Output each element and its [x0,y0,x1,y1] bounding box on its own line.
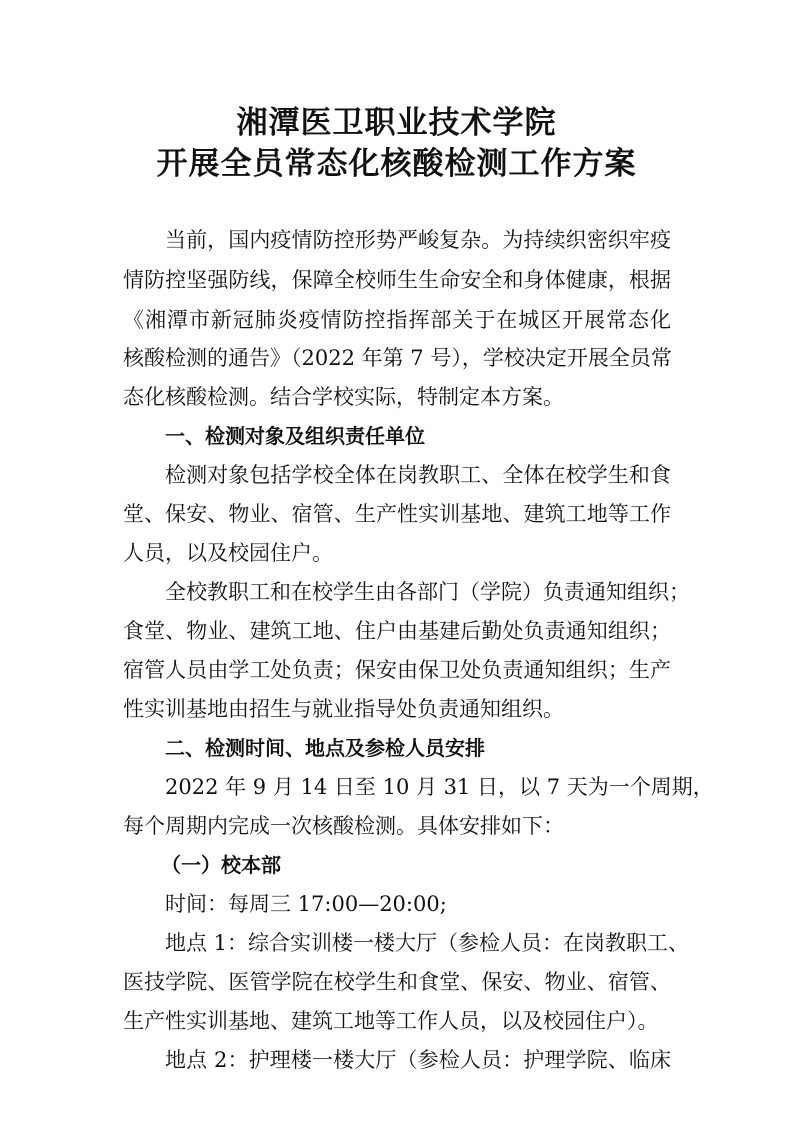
section-2-para-1-line-2: 每个周期内完成一次核酸检测。具体安排如下： [123,814,564,838]
location-2-line-1: 地点 2：护理楼一楼大厅（参检人员：护理学院、临床 [165,1048,671,1072]
location-1-line-3: 生产性实训基地、建筑工地等工作人员，以及校园住户）。 [123,1009,659,1033]
intro-line-1: 当前，国内疫情防控形势严峻复杂。为持续织密织牢疫 [165,228,671,252]
section-1-para-1-line-2: 堂、保安、物业、宿管、生产性实训基地、建筑工地等工作 [123,502,671,526]
section-2-para-1-line-1: 2022 年 9 月 14 日至 10 月 31 日，以 7 天为一个周期， [165,775,714,799]
document-title-line-2: 开展全员常态化核酸检测工作方案 [156,146,637,182]
section-1-para-2-line-3: 宿管人员由学工处负责；保安由保卫处负责通知组织；生产 [123,658,671,682]
section-1-para-1-line-3: 人员，以及校园住户。 [123,541,333,565]
section-1-heading: 一、检测对象及组织责任单位 [165,424,425,448]
intro-line-4: 核酸检测的通告》（2022 年第 7 号），学校决定开展全员常 [123,346,672,370]
intro-line-5: 态化核酸检测。结合学校实际，特制定本方案。 [123,385,564,409]
section-1-para-2-line-1: 全校教职工和在校学生由各部门（学院）负责通知组织； [165,580,690,604]
intro-line-3: 《湘潭市新冠肺炎疫情防控指挥部关于在城区开展常态化 [123,308,671,332]
section-1-para-2-line-4: 性实训基地由招生与就业指导处负责通知组织。 [123,697,564,721]
location-1-line-2: 医技学院、医管学院在校学生和食堂、保安、物业、宿管、 [123,970,671,994]
section-1-para-2-line-2: 食堂、物业、建筑工地、住户由基建后勤处负责通知组织； [123,619,671,643]
subsection-heading-main-campus: （一）校本部 [161,853,281,877]
document-title-line-1: 湘潭医卫职业技术学院 [236,105,557,141]
intro-line-2: 情防控坚强防线，保障全校师生生命安全和身体健康，根据 [123,268,671,292]
section-1-para-1-line-1: 检测对象包括学校全体在岗教职工、全体在校学生和食 [165,463,671,487]
schedule-time: 时间：每周三 17:00—20:00; [165,892,447,916]
location-1-line-1: 地点 1：综合实训楼一楼大厅（参检人员：在岗教职工、 [165,931,690,955]
section-2-heading: 二、检测时间、地点及参检人员安排 [165,736,485,760]
